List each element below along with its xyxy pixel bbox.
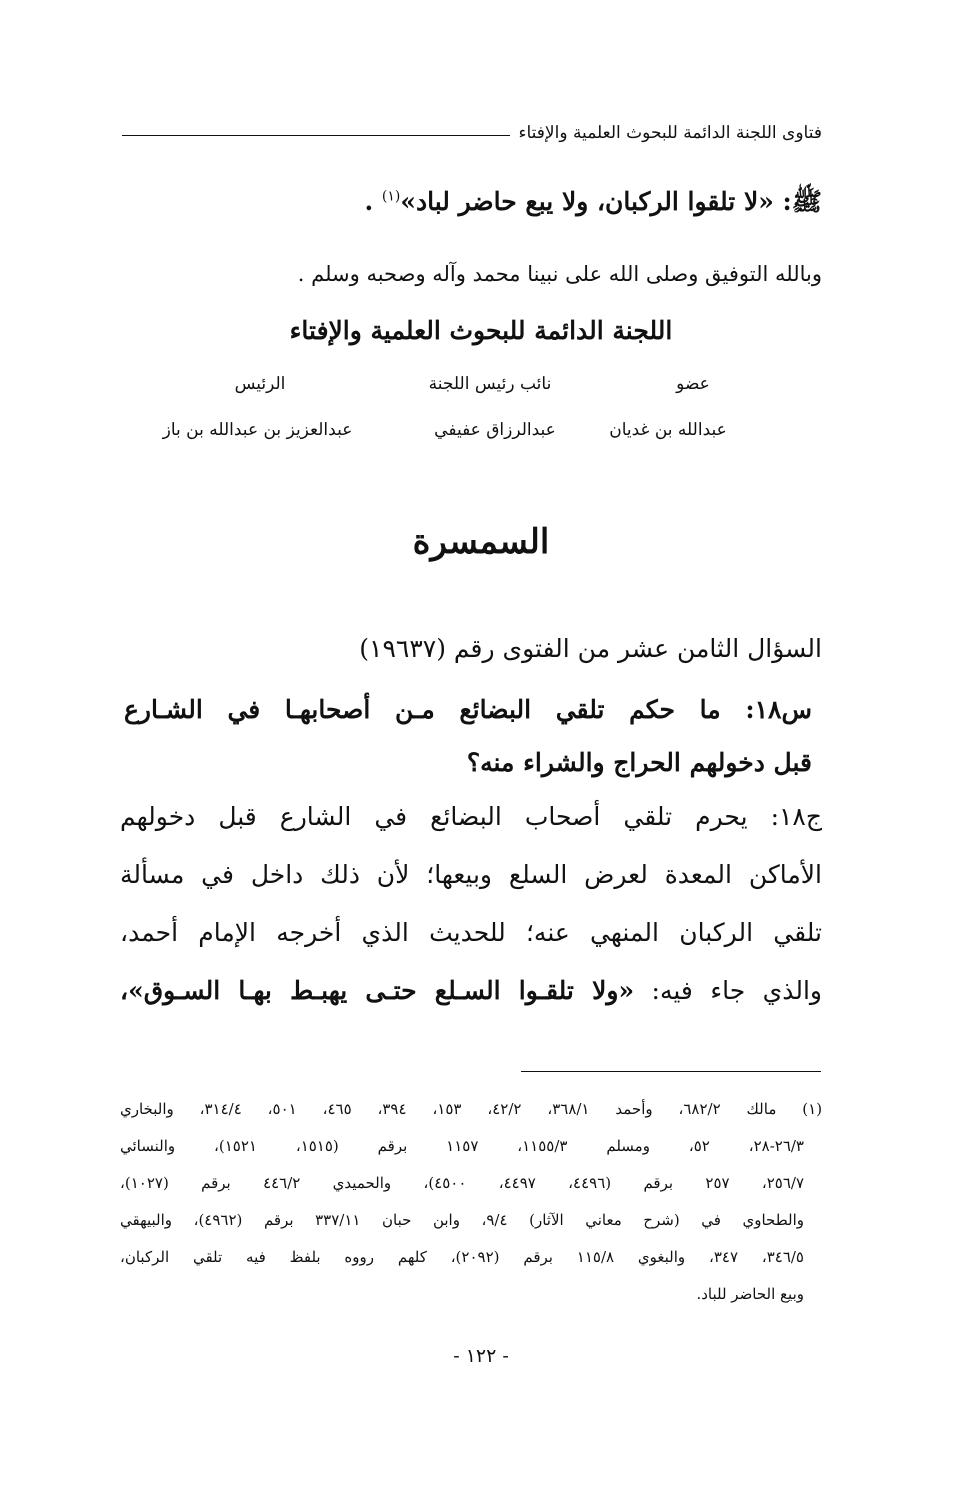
section-title: السمسرة	[412, 522, 550, 562]
fatwa-reference: السؤال الثامن عشر من الفتوى رقم (١٩٦٣٧)	[359, 634, 822, 663]
answer-line-1: ج١٨: يحرم تلقي أصحاب البضائع في الشارع قبل دخولهم	[120, 802, 822, 831]
role-chairman: الرئيس	[234, 374, 286, 394]
role-vice-chairman: نائب رئيس اللجنة	[428, 374, 552, 394]
running-header	[122, 118, 822, 148]
question-line-1: س١٨: ما حكم تلقي البضائع مـن أصحابهـا في الشـارع	[124, 695, 812, 724]
page-number: - ١٢٢ -	[453, 1345, 509, 1367]
running-header-rule	[122, 135, 510, 136]
honorific-glyph: ﷺ	[791, 187, 822, 216]
footnote-marker: (١)	[381, 188, 401, 205]
footnote-line-5: ٣٤٦/٥، ٣٤٧، والبغوي ١١٥/٨ برقم (٢٠٩٢)، كلهم رووه بلفظ فيه تلقي الركبان،	[120, 1248, 804, 1266]
answer-line-4-plain: والذي جاء فيه:	[634, 976, 822, 1005]
footnote-line-6: وبيع الحاضر للباد.	[696, 1285, 804, 1303]
role-member: عضو	[676, 374, 710, 394]
hadith-text: : «لا تلقوا الركبان، ولا يبع حاضر لباد»	[400, 187, 792, 216]
hadith-line	[365, 186, 823, 223]
answer-line-3: تلقي الركبان المنهي عنه؛ للحديث الذي أخرجه الإمام أحمد،	[120, 918, 822, 947]
answer-line-4	[120, 976, 822, 1005]
answer-line-2: الأماكن المعدة لعرض السلع وبيعها؛ لأن ذلك داخل في مسألة	[120, 860, 822, 889]
signatory-chairman: عبدالعزيز بن عبدالله بن باز	[162, 420, 353, 440]
footnote-line-1: (١) مالك ٦٨٢/٢، وأحمد ٣٦٨/١، ٤٢/٢، ١٥٣، ٣٩٤، ٤٦٥، ٥٠١، ٣١٤/٤، والبخاري	[120, 1100, 823, 1118]
footnote-line-2: ٢٦/٣-٢٨، ٥٢، ومسلم ١١٥٥/٣، ١١٥٧ برقم (١٥١٥، ١٥٢١)، والنسائي	[120, 1137, 804, 1155]
quoted-hadith: «ولا تلقـوا السـلع حتـى يهبـط بهـا السـوق»،	[120, 976, 635, 1005]
hadith-end: .	[364, 187, 382, 216]
question-line-2: قبل دخولهم الحراج والشراء منه؟	[466, 748, 812, 777]
signatory-vice-chairman: عبدالرزاق عفيفي	[434, 420, 556, 440]
committee-title: اللجنة الدائمة للبحوث العلمية والإفتاء	[289, 316, 673, 345]
closing-formula: وبالله التوفيق وصلى الله على نبينا محمد وآله وصحبه وسلم .	[297, 262, 822, 286]
running-header-title: فتاوى اللجنة الدائمة للبحوث العلمية والإفتاء	[518, 123, 822, 143]
footnote-line-3: ٢٥٦/٧، ٢٥٧ برقم (٤٤٩٦، ٤٤٩٧، ٤٥٠٠)، والحميدي ٤٤٦/٢ برقم (١٠٢٧)،	[120, 1174, 805, 1192]
footnote-line-4: والطحاوي في (شرح معاني الآثار) ٩/٤، وابن حبان ٣٣٧/١١ برقم (٤٩٦٢)، والبيهقي	[120, 1211, 805, 1229]
signatory-member: عبدالله بن غديان	[609, 420, 727, 440]
footnote-separator	[521, 1071, 821, 1072]
